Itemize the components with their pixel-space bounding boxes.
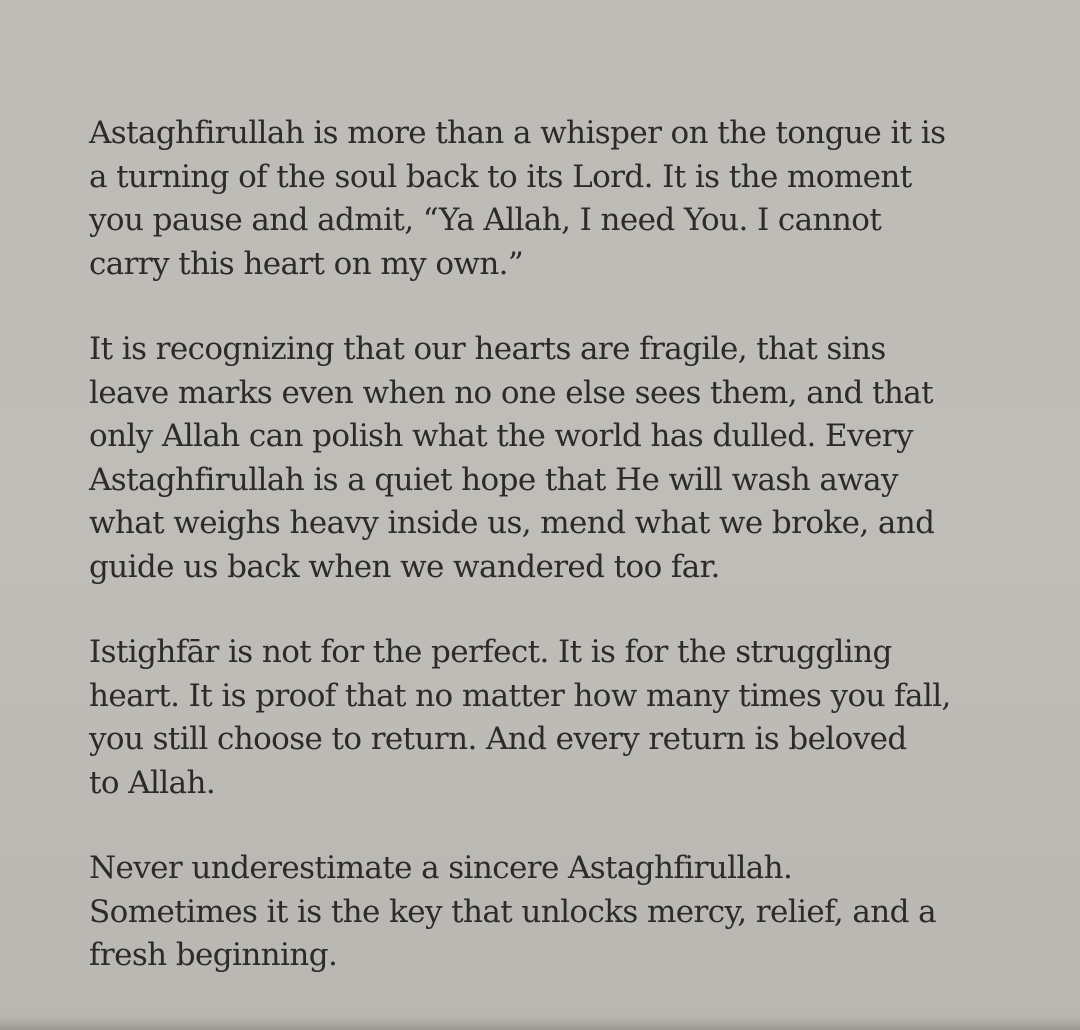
paragraph-line: only Allah can polish what the world has dulled. Every <box>89 418 913 454</box>
paragraph-line: carry this heart on my own.” <box>89 245 524 282</box>
paragraph-line: Never underestimate a sincere Astaghfirullah. <box>89 850 793 886</box>
paragraph-line: fresh beginning. <box>89 937 338 973</box>
paragraph-3 <box>89 631 1019 805</box>
paragraph-2 <box>89 328 1019 589</box>
bottom-edge-shadow <box>0 1016 1080 1030</box>
paragraph-line: what weighs heavy inside us, mend what we broke, and <box>89 505 935 541</box>
paragraph-line: you pause and admit, “Ya Allah, I need You. I cannot <box>89 202 882 238</box>
paragraph-1 <box>89 112 1019 286</box>
paragraph-line: a turning of the soul back to its Lord. It is the moment <box>89 158 912 195</box>
paragraph-line: you still choose to return. And every return is beloved <box>89 721 907 757</box>
paragraph-line: Astaghfirullah is a quiet hope that He will wash away <box>89 461 898 498</box>
paragraph-line: Sometimes it is the key that unlocks mercy, relief, and a <box>89 893 937 930</box>
paragraph-line: Istighfār is not for the perfect. It is for the struggling <box>89 634 892 670</box>
paragraph-line: It is recognizing that our hearts are fragile, that sins <box>89 331 886 367</box>
text-body <box>89 112 1019 1020</box>
paragraph-4 <box>89 847 1019 978</box>
paragraph-line: heart. It is proof that no matter how many times you fall, <box>89 677 951 714</box>
paragraph-line: guide us back when we wandered too far. <box>89 548 720 585</box>
paragraph-line: Astaghfirullah is more than a whisper on the tongue it is <box>89 115 946 151</box>
paragraph-line: leave marks even when no one else sees them, and that <box>89 374 934 411</box>
paragraph-line: to Allah. <box>89 764 216 801</box>
